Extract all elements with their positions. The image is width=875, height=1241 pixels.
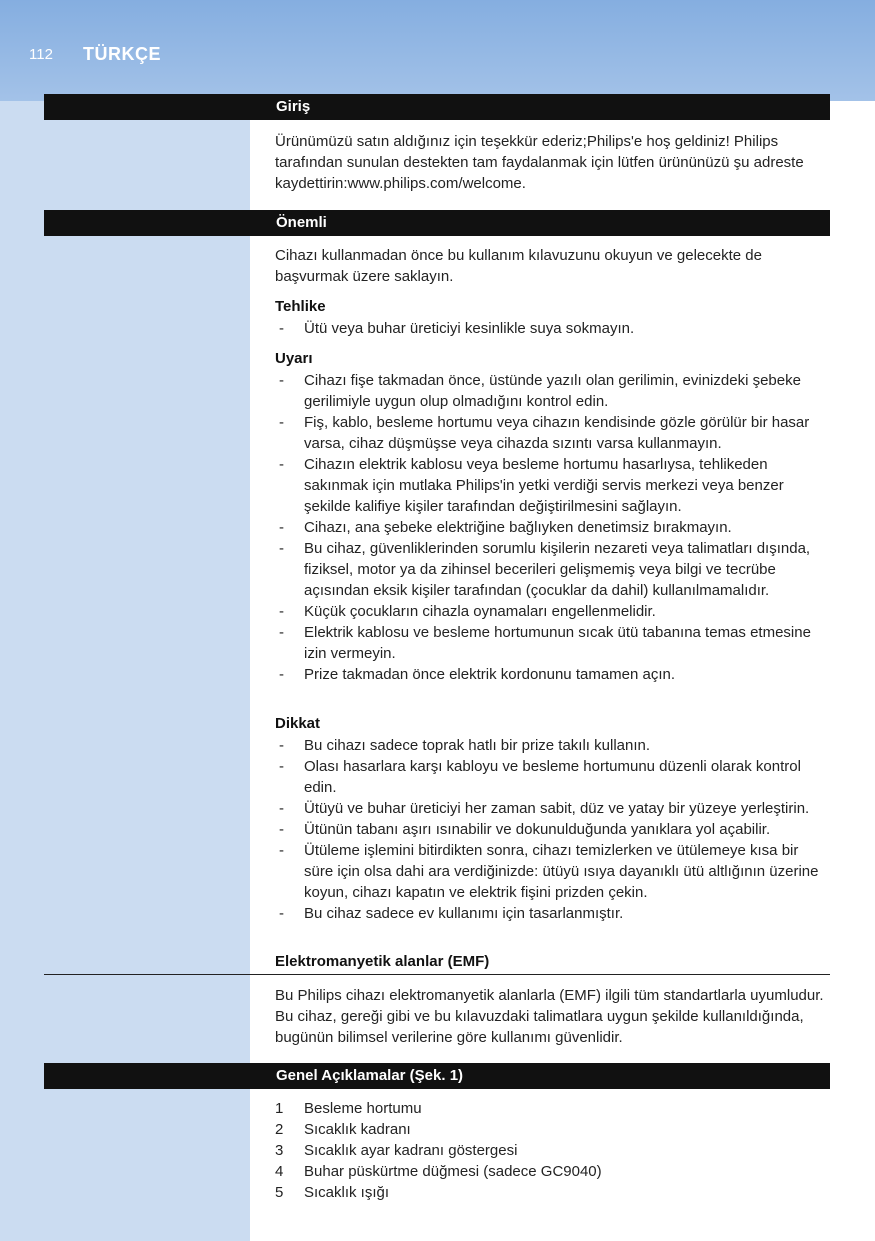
heading-tehlike: Tehlike [275,298,326,315]
list-item: - Fiş, kablo, besleme hortumu veya cihazın kendisinde gözle görülür bir hasar varsa, cihaz düşmüşse veya cihazda sızıntı varsa kullanmayın. [275,412,827,454]
section-bar-onemli [44,210,830,236]
item-label: Sıcaklık ayar kadranı göstergesi [304,1142,518,1159]
item-number: 2 [275,1121,284,1138]
section-bar-genel [44,1063,830,1089]
heading-dikkat: Dikkat [275,715,321,732]
emf-paragraph: Bu Philips cihazı elektromanyetik alanlarla (EMF) ilgili tüm standartlarla uyumludur. Bu cihaz, gereği gibi ve bu kılavuzdaki talimatlara uygun şekilde kullanıldığında, bugünün bilimsel verilerine göre kullanımı güvenlidir. [275,987,824,1046]
header-band [0,0,875,101]
heading-emf: Elektromanyetik alanlar (EMF) [275,953,490,970]
item-label: Sıcaklık kadranı [304,1121,411,1138]
list-item: - Ütüleme işlemini bitirdikten sonra, cihazı temizlerken ve ütülemeye kısa bir süre için olsa dahi ara verdiğinizde: ütüyü ısıya dayanıklı ütü altlığının üzerine koyun, cihazı kapatın ve elektrik fişini prizden çekin. [275,840,827,903]
list-item: - Ütünün tabanı aşırı ısınabilir ve dokunulduğunda yanıklara yol açabilir. [275,819,827,840]
list-item: - Ütüyü ve buhar üreticiyi her zaman sabit, düz ve yatay bir yüzeye yerleştirin. [275,798,827,819]
list-item: - Cihazı fişe takmadan önce, üstünde yazılı olan gerilimin, evinizdeki şebeke gerilimiyle uygun olup olmadığını kontrol edin. [275,370,827,412]
emf-text [275,985,827,1048]
item-number: 5 [275,1184,284,1201]
item-number: 3 [275,1142,284,1159]
list-item: - Cihazın elektrik kablosu veya besleme hortumu hasarlıysa, tehlikeden sakınmak için mutlaka Philips'in yetki verdiği servis merkezi veya benzer şekilde kalifiye kişiler tarafından değiştirilmesini sağlayın. [275,454,827,517]
list-item: - Küçük çocukların cihazla oynamaları engellenmelidir. [275,601,827,622]
parts-list [275,1098,827,1203]
item-number: 1 [275,1100,284,1117]
section-title-onemli: Önemli [276,214,327,231]
list-item: - Bu cihazı sadece toprak hatlı bir prize takılı kullanın. [275,735,827,756]
language-title: TÜRKÇE [83,44,161,64]
list-item: - Prize takmadan önce elektrik kordonunu tamamen açın. [275,664,827,685]
giris-paragraph: Ürünümüzü satın aldığınız için teşekkür ederiz;Philips'e hoş geldiniz! Philips tarafından sunulan destekten tam faydalanmak için lütfen ürününüzü şu adreste kaydettirin:www.philips.com/welcome. [275,133,804,192]
list-uyari [275,370,827,685]
list-item: - Cihazı, ana şebeke elektriğine bağlıyken denetimsiz bırakmayın. [275,517,827,538]
list-item [275,1161,827,1182]
list-item: - Ütü veya buhar üreticiyi kesinlikle suya sokmayın. [275,318,827,339]
list-item [275,1182,827,1203]
list-tehlike [275,318,827,339]
list-item: - Elektrik kablosu ve besleme hortumunun sıcak ütü tabanına temas etmesine izin vermeyin. [275,622,827,664]
list-item: - Olası hasarlara karşı kabloyu ve besleme hortumunu düzenli olarak kontrol edin. [275,756,827,798]
section-title-genel: Genel Açıklamalar (Şek. 1) [276,1067,464,1084]
heading-uyari: Uyarı [275,350,313,367]
onemli-intro [275,245,827,287]
list-item: - Bu cihaz sadece ev kullanımı için tasarlanmıştır. [275,903,827,924]
section-title-giris: Giriş [276,98,311,115]
list-dikkat [275,735,827,924]
giris-text [275,131,827,194]
list-item: - Bu cihaz, güvenliklerinden sorumlu kişilerin nezareti veya talimatları dışında, fiziksel, motor ya da zihinsel becerileri gelişmemiş veya bilgi ve tecrübe açısından eksik kişiler tarafından (çocuklar da dahil) kullanılmamalıdır. [275,538,827,601]
list-item [275,1140,827,1161]
item-number: 4 [275,1163,284,1180]
list-item [275,1119,827,1140]
item-label: Besleme hortumu [304,1100,422,1117]
onemli-intro-paragraph: Cihazı kullanmadan önce bu kullanım kılavuzunu okuyun ve gelecekte de başvurmak üzere saklayın. [275,247,762,285]
list-item [275,1098,827,1119]
page-number: 112 [29,46,53,63]
section-bar-giris [44,94,830,120]
item-label: Buhar püskürtme düğmesi (sadece GC9040) [304,1163,602,1180]
item-label: Sıcaklık ışığı [304,1184,390,1201]
side-margin-band [0,0,250,1241]
